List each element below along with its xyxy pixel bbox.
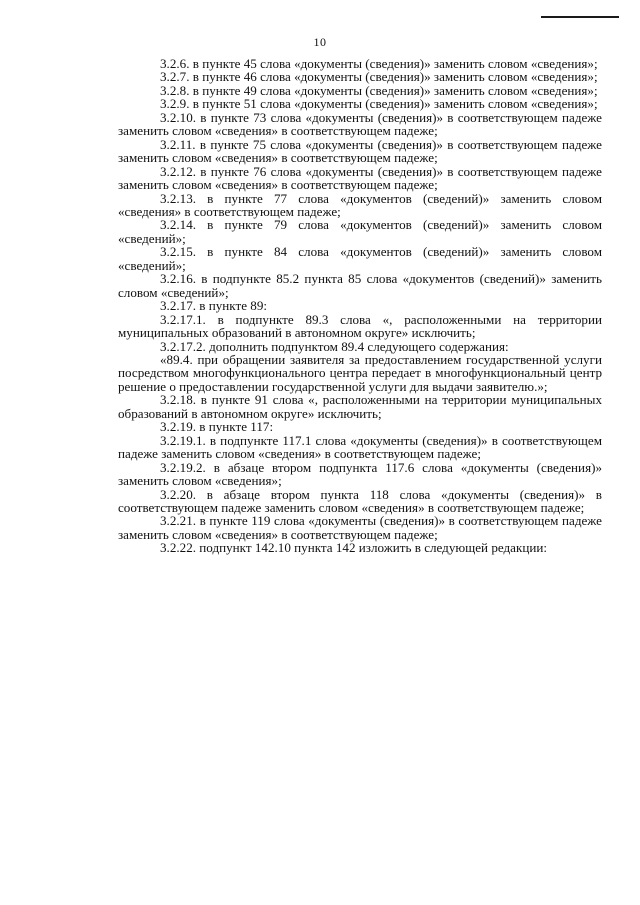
paragraph-3-2-12: 3.2.12. в пункте 76 слова «документы (сведения)» в соответствующем падеже заменить словом «сведения» в соответствующем падеже; [118,163,602,193]
paragraph-3-2-21: 3.2.21. в пункте 119 слова «документы (сведения)» в соответствующем падеже заменить словом «сведения» в соответствующем падеже; [118,513,602,542]
paragraph-3-2-13: 3.2.13. в пункте 77 слова «документов (сведений)» заменить словом «сведения» в соответствующем падеже; [118,190,602,219]
paragraph-3-2-17-1: 3.2.17.1. в подпункте 89.3 слова «, расположенными на территории муниципальных образований в автономном округе» исключить; [118,311,602,341]
paragraph-3-2-19-2: 3.2.19.2. в абзаце втором подпункта 117.6 слова «документы (сведения)» заменить словом «сведения»; [118,459,602,489]
paragraph-3-2-18: 3.2.18. в пункте 91 слова «, расположенными на территории муниципальных образований в автономном округе» исключить; [118,392,602,421]
page-number: 10 [313,35,327,49]
document-body [118,57,602,555]
paragraph-3-2-10: 3.2.10. в пункте 73 слова «документы (сведения)» в соответствующем падеже заменить словом «сведения» в соответствующем падеже; [118,109,602,139]
paragraph-3-2-17-2: 3.2.17.2. дополнить подпунктом 89.4 следующего содержания: [160,338,509,354]
paragraph-3-2-20: 3.2.20. в абзаце втором пункта 118 слова «документы (сведения)» в соответствующем падеже заменить словом «сведения» в соответствующем падеже; [118,486,602,515]
paragraph-3-2-8: 3.2.8. в пункте 49 слова «документы (сведения)» заменить словом «сведения»; [160,82,598,98]
paragraph-3-2-15: 3.2.15. в пункте 84 слова «документов (сведений)» заменить словом «сведений»; [118,244,602,273]
paragraph-3-2-6: 3.2.6. в пункте 45 слова «документы (сведения)» заменить словом «сведения»; [160,56,598,71]
paragraph-3-2-17: 3.2.17. в пункте 89: [160,298,268,314]
paragraph-3-2-19: 3.2.19. в пункте 117: [160,419,274,435]
paragraph-3-2-19-1: 3.2.19.1. в подпункте 117.1 слова «документы (сведения)» в соответствующем падеже заменить словом «сведения» в соответствующем падеже; [118,432,602,462]
header-rule-line [541,16,619,18]
paragraph-3-2-16: 3.2.16. в подпункте 85.2 пункта 85 слова «документов (сведений)» заменить словом «сведений»; [118,271,602,300]
paragraph-3-2-11: 3.2.11. в пункте 75 слова «документы (сведения)» в соответствующем падеже заменить словом «сведения» в соответствующем падеже; [118,136,602,166]
paragraph-3-2-9: 3.2.9. в пункте 51 слова «документы (сведения)» заменить словом «сведения»; [160,96,598,112]
quoted-paragraph-89-4: «89.4. при обращении заявителя за предоставлением государственной услуги посредством многофункционального центра передает в многофункциональный центр решение о предоставлении государственной услуги для выдачи заявителю.»; [118,351,602,394]
paragraph-3-2-14: 3.2.14. в пункте 79 слова «документов (сведений)» заменить словом «сведений»; [118,217,602,246]
paragraph-3-2-7: 3.2.7. в пункте 46 слова «документы (сведения)» заменить словом «сведения»; [160,69,598,85]
paragraph-3-2-22: 3.2.22. подпункт 142.10 пункта 142 изложить в следующей редакции: [160,540,548,556]
